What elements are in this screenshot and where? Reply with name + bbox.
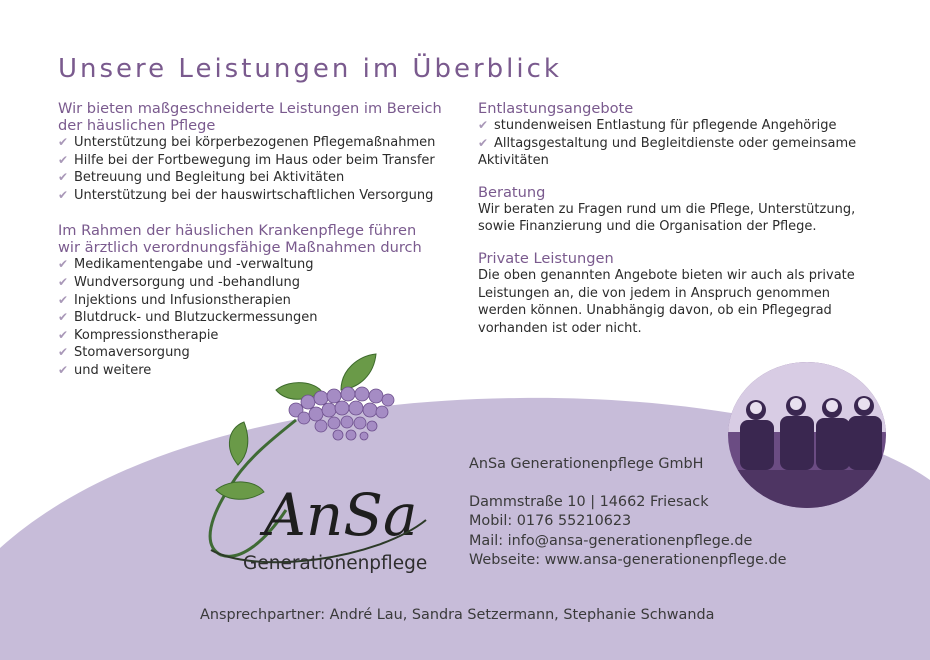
- check-icon: ✔: [58, 327, 69, 342]
- check-icon: ✔: [478, 135, 489, 150]
- list-item-text: Alltagsgestaltung und Begleitdienste oder gemeinsame: [494, 135, 857, 151]
- text-line: Leistungen an, die von jedem in Anspruch genommen: [478, 285, 830, 301]
- list-item-text: Unterstützung bei der hauswirtschaftlichen Versorgung: [74, 187, 434, 203]
- list-item-text: Medikamentengabe und -verwaltung: [74, 257, 314, 273]
- section-heading-entlastung: Entlastungsangebote: [478, 100, 634, 117]
- text-line: sowie Finanzierung und die Organisation der Pflege.: [478, 219, 817, 235]
- check-icon: ✔: [58, 292, 69, 307]
- list-item: [58, 169, 468, 187]
- section-heading-haeusliche-pflege: [58, 100, 468, 134]
- text-line: vorhanden ist oder nicht.: [478, 320, 642, 336]
- check-icon: ✔: [58, 274, 69, 289]
- list-entlastung: [478, 117, 878, 152]
- text-line: Wir beraten zu Fragen rund um die Pflege, Unterstützung,: [478, 201, 856, 217]
- check-icon: ✔: [478, 118, 489, 132]
- list-item: [58, 187, 468, 205]
- page-title: Unsere Leistungen im Überblick: [58, 54, 562, 84]
- list-item: [58, 152, 468, 170]
- section-heading-beratung: Beratung: [478, 183, 546, 201]
- section-heading-krankenpflege: [58, 222, 468, 256]
- left-column: [58, 100, 468, 380]
- heading-line: Im Rahmen der häuslichen Krankenpflege führen: [58, 222, 417, 240]
- list-item: [58, 309, 468, 327]
- section-heading-private: Private Leistungen: [478, 249, 614, 267]
- heading-line: Wir bieten maßgeschneiderte Leistungen im Bereich: [58, 100, 442, 117]
- list-item: [58, 327, 468, 345]
- list-item-text: Hilfe bei der Fortbewegung im Haus oder beim Transfer: [74, 152, 435, 168]
- list-item-continuation: Aktivitäten: [478, 153, 549, 169]
- ansa-logo: [176, 350, 466, 580]
- mobile-number[interactable]: Mobil: 0176 55210623: [469, 513, 632, 529]
- list-item: [478, 135, 878, 153]
- heading-line: wir ärztlich verordnungsfähige Maßnahmen durch: [58, 239, 422, 257]
- list-item: [58, 274, 468, 292]
- check-icon: ✔: [58, 187, 69, 202]
- list-item-text: Injektions und Infusionstherapien: [74, 292, 291, 308]
- logo-subtitle: Generationenpflege: [243, 553, 428, 574]
- list-item-text: Unterstützung bei körperbezogenen Pflegemaßnahmen: [74, 135, 436, 150]
- list-item: [478, 117, 878, 135]
- list-item-text: stundenweisen Entlastung für pflegende Angehörige: [494, 118, 837, 133]
- list-item-text: Blutdruck- und Blutzuckermessungen: [74, 310, 318, 326]
- text-line: Die oben genannten Angebote bieten wir auch als private: [478, 267, 855, 283]
- company-name: AnSa Generationenpflege GmbH: [469, 456, 704, 472]
- text-line: werden können. Unabhängig davon, ob ein Pflegegrad: [478, 303, 832, 319]
- contact-block: [469, 455, 787, 571]
- private-text: [478, 267, 878, 337]
- right-column: [478, 100, 878, 337]
- website-link[interactable]: Webseite: www.ansa-generationenpflege.de: [469, 552, 787, 568]
- list-item: [58, 134, 468, 152]
- check-icon: ✔: [58, 170, 69, 185]
- check-icon: ✔: [58, 152, 69, 167]
- beratung-text: [478, 201, 878, 236]
- check-icon: ✔: [58, 135, 69, 149]
- check-icon: ✔: [58, 362, 69, 377]
- list-item-text: Betreuung und Begleitung bei Aktivitäten: [74, 170, 345, 186]
- list-item: [58, 256, 468, 274]
- list-item: [58, 292, 468, 310]
- list-haeusliche-pflege: [58, 134, 468, 204]
- address: Dammstraße 10 | 14662 Friesack: [469, 493, 709, 510]
- check-icon: ✔: [58, 345, 69, 360]
- heading-line: der häuslichen Pflege: [58, 117, 216, 134]
- svg-text:AnSa: AnSa: [264, 481, 418, 549]
- list-item-text: Stomaversorgung: [74, 345, 190, 361]
- list-item-text: Kompressionstherapie: [74, 327, 219, 343]
- check-icon: ✔: [58, 257, 69, 272]
- contact-persons: Ansprechpartner: André Lau, Sandra Setzermann, Stephanie Schwanda: [200, 607, 715, 623]
- list-item-text: Wundversorgung und -behandlung: [74, 274, 300, 290]
- email-link[interactable]: Mail: info@ansa-generationenpflege.de: [469, 532, 753, 549]
- check-icon: ✔: [58, 310, 69, 325]
- list-item-text: und weitere: [74, 362, 152, 378]
